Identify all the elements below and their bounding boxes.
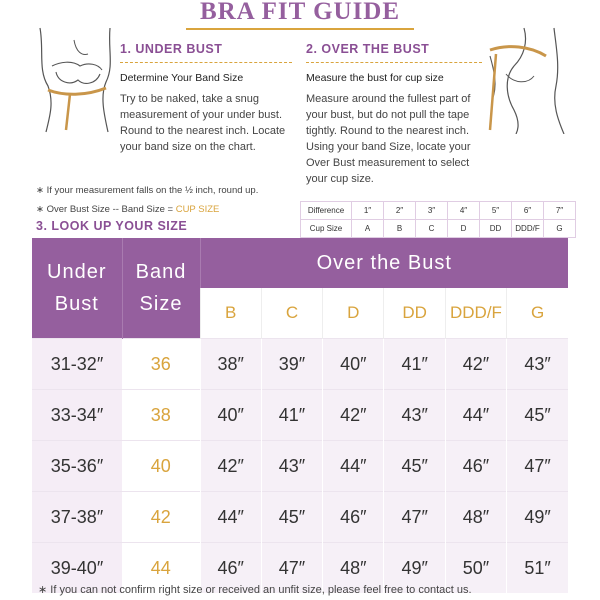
difference-cell: 6″ [512, 202, 544, 220]
under-bust-instructions: Try to be naked, take a snug measurement of your under bust. Round to the nearest inch. Locate your band size on the chart. [120, 93, 286, 153]
over-bust-cell: 41″ [384, 339, 445, 390]
under-bust-cell: 37-38″ [32, 492, 122, 543]
over-bust-cell: 48″ [323, 543, 384, 594]
band-size-cell: 44 [122, 543, 200, 594]
cup-formula-text: ∗ Over Bust Size -- Band Size = [36, 204, 176, 215]
table-row [32, 339, 568, 390]
over-bust-cell: 49″ [507, 492, 568, 543]
under-bust-subheading: Determine Your Band Size [120, 72, 244, 84]
difference-cell: 7″ [544, 202, 576, 220]
footer-note: ∗ If you can not confirm right size or received an unfit size, please feel free to contact us. [38, 584, 472, 596]
cup-cell: G [544, 220, 576, 238]
under-bust-cell: 39-40″ [32, 543, 122, 594]
band-size-cell: 42 [122, 492, 200, 543]
look-up-heading: 3. LOOK UP YOUR SIZE [36, 219, 188, 233]
over-bust-cell: 39″ [261, 339, 322, 390]
band-size-header-line2: Size [139, 293, 183, 315]
cup-size-row [301, 220, 576, 238]
difference-cell: 3″ [416, 202, 448, 220]
over-bust-instructions: Measure around the fullest part of your bust, but do not pull the tape tightly. Round to the nearest inch. Using your band Size, locate your Over Bust measurement to select your cup size. [306, 93, 471, 185]
table-row [32, 390, 568, 441]
over-bust-cell: 46″ [200, 543, 261, 594]
size-table-container [32, 238, 568, 593]
cup-size-label: Cup Size [301, 220, 352, 238]
difference-table [300, 201, 576, 238]
cup-header: D [323, 288, 384, 339]
over-bust-cell: 46″ [445, 441, 506, 492]
difference-cell: 1″ [352, 202, 384, 220]
over-bust-cell: 44″ [445, 390, 506, 441]
page-title: BRA FIT GUIDE [199, 0, 401, 25]
size-table [32, 238, 568, 593]
difference-cell: 2″ [384, 202, 416, 220]
cup-cell: B [384, 220, 416, 238]
cup-cell: DDD/F [512, 220, 544, 238]
band-size-cell: 40 [122, 441, 200, 492]
title-underline [186, 28, 414, 30]
cup-header: B [200, 288, 261, 339]
over-bust-cell: 38″ [200, 339, 261, 390]
band-size-header-line1: Band [135, 261, 187, 283]
over-bust-cell: 43″ [384, 390, 445, 441]
cup-formula-result: CUP SIZE [175, 204, 220, 215]
band-size-column-header [122, 238, 200, 339]
difference-row [301, 202, 576, 220]
cup-header: DD [384, 288, 445, 339]
band-size-cell: 36 [122, 339, 200, 390]
cup-cell: C [416, 220, 448, 238]
over-bust-cell: 42″ [200, 441, 261, 492]
over-bust-figure-icon [484, 26, 574, 134]
section1-divider [120, 62, 292, 63]
under-bust-figure-icon [30, 26, 118, 134]
over-bust-cell: 43″ [507, 339, 568, 390]
cup-header: G [507, 288, 568, 339]
over-bust-cell: 45″ [507, 390, 568, 441]
over-bust-cell: 46″ [323, 492, 384, 543]
band-size-cell: 38 [122, 390, 200, 441]
over-bust-cell: 43″ [261, 441, 322, 492]
over-bust-cell: 44″ [323, 441, 384, 492]
over-bust-cell: 41″ [261, 390, 322, 441]
difference-cell: 4″ [448, 202, 480, 220]
difference-label: Difference [301, 202, 352, 220]
half-inch-note: ∗ If your measurement falls on the ½ inch, round up. [36, 185, 259, 196]
under-bust-heading: 1. UNDER BUST [120, 42, 223, 56]
cup-cell: D [448, 220, 480, 238]
over-bust-cell: 40″ [200, 390, 261, 441]
under-bust-cell: 33-34″ [32, 390, 122, 441]
cup-cell: DD [480, 220, 512, 238]
over-bust-cell: 45″ [384, 441, 445, 492]
cup-header: C [261, 288, 322, 339]
over-bust-cell: 47″ [384, 492, 445, 543]
over-bust-cell: 48″ [445, 492, 506, 543]
difference-cell: 5″ [480, 202, 512, 220]
over-bust-cell: 50″ [445, 543, 506, 594]
under-bust-cell: 31-32″ [32, 339, 122, 390]
over-bust-cell: 45″ [261, 492, 322, 543]
cup-header: DDD/F [445, 288, 506, 339]
over-bust-cell: 40″ [323, 339, 384, 390]
over-bust-subheading: Measure the bust for cup size [306, 72, 444, 84]
under-bust-header-line2: Bust [54, 293, 99, 315]
cup-cell: A [352, 220, 384, 238]
table-row [32, 492, 568, 543]
over-bust-heading: 2. OVER THE BUST [306, 42, 430, 56]
section2-divider [306, 62, 482, 63]
size-table-body [32, 339, 568, 594]
over-bust-cell: 47″ [507, 441, 568, 492]
under-bust-cell: 35-36″ [32, 441, 122, 492]
table-row [32, 441, 568, 492]
under-bust-column-header [32, 238, 122, 339]
over-bust-cell: 51″ [507, 543, 568, 594]
over-bust-cell: 44″ [200, 492, 261, 543]
under-bust-header-line1: Under [47, 261, 107, 283]
over-bust-cell: 47″ [261, 543, 322, 594]
over-the-bust-header: Over the Bust [200, 238, 568, 288]
over-bust-cell: 42″ [445, 339, 506, 390]
cup-formula-note [36, 204, 219, 215]
over-bust-cell: 49″ [384, 543, 445, 594]
over-bust-cell: 42″ [323, 390, 384, 441]
